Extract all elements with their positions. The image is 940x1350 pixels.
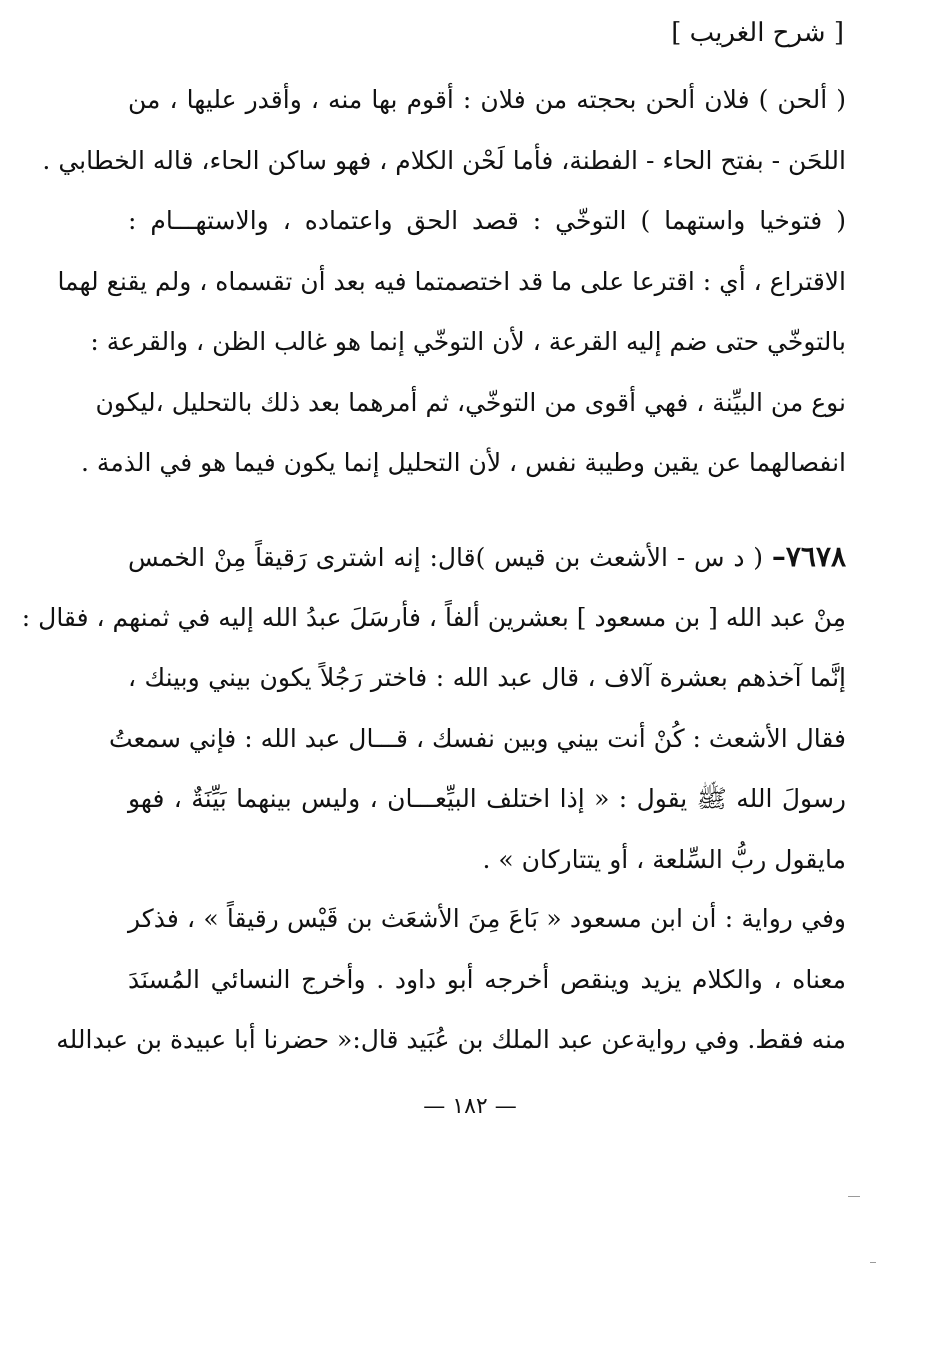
text-line: اللحَن - بفتح الحاء - الفطنة، فأما لَحْن الكلام ، فهو ساكن الحاء، قاله الخطابي .	[42, 145, 846, 175]
text-line: مِنْ عبد الله [ بن مسعود ] بعشرين ألفاً ، فأرسَلَ عبدُ الله إليه في ثمنهم ، فقال :	[21, 602, 846, 632]
narration-paragraph	[56, 889, 846, 1071]
text-line: معناه ، والكلام يزيد وينقص أخرجه أبو داود . وأخرج النسائي المُسنَدَ	[128, 964, 846, 994]
text-line: ( ألحن ) فلان ألحن بحجته من فلان : أقوم بها منه ، وأقدر عليها ، من	[128, 85, 846, 114]
text-line	[128, 527, 846, 588]
text-line: إنَّما آخذهم بعشرة آلاف ، قال عبد الله : فاختر رَجُلاً يكون بيني وبينك ،	[128, 663, 846, 692]
text-line: وفي رواية : أن ابن مسعود « بَاعَ مِنَ الأشعَث بن قَيْس رقيقاً » ، فذكر	[128, 904, 846, 933]
text-line: انفصالهما عن يقين وطيبة نفس ، لأن التحليل إنما يكون فيما هو في الذمة .	[81, 448, 846, 477]
text-line: رسولَ الله ﷺ يقول : « إذا اختلف البيِّعـــان ، وليس بينهما بَيِّنَةٌ ، فهو	[128, 784, 846, 813]
text-line: بالتوخّي حتى ضم إليه القرعة ، لأن التوخّي إنما هو غالب الظن ، والقرعة :	[90, 327, 846, 356]
text-line: ( فتوخيا واستهما ) التوخّي : قصد الحق واعتماده ، والاستهـــام :	[128, 206, 846, 235]
text-line: نوع من البيِّنة ، فهي أقوى من التوخّي، ثم أمرهما بعد ذلك بالتحليل ،ليكون	[95, 387, 846, 417]
text-line: منه فقط. وفي روايةعن عبد الملك بن عُبَيد قال:« حضرنا أبا عبيدة بن عبدالله	[56, 1025, 846, 1054]
text-line: الاقتراع ، أي : اقترعا على ما قد اختصمتما فيه بعد أن تقسماه ، ولم يقنع لهما	[57, 266, 846, 296]
page-number: — ١٨٢ —	[423, 1094, 517, 1119]
text-line: فقال الأشعث : كُنْ أنت بيني وبين نفسك ، قـــال عبد الله : فإني سمعتُ	[108, 723, 846, 753]
hadith-paragraph	[21, 527, 847, 890]
hadith-number: ٧٦٧٨–	[771, 540, 847, 573]
scan-speck	[870, 1262, 876, 1263]
text-line: مايقول ربُّ السِّلعة ، أو يتتاركان » .	[482, 844, 846, 874]
glossary-paragraph	[42, 70, 846, 494]
scan-speck	[848, 1196, 860, 1197]
text-line-content: ( د س - الأشعث بن قيس )قال: إنه اشترى رَقيقاً مِنْ الخمس	[128, 543, 764, 572]
section-header: [ شرح الغريب ]	[671, 18, 844, 48]
